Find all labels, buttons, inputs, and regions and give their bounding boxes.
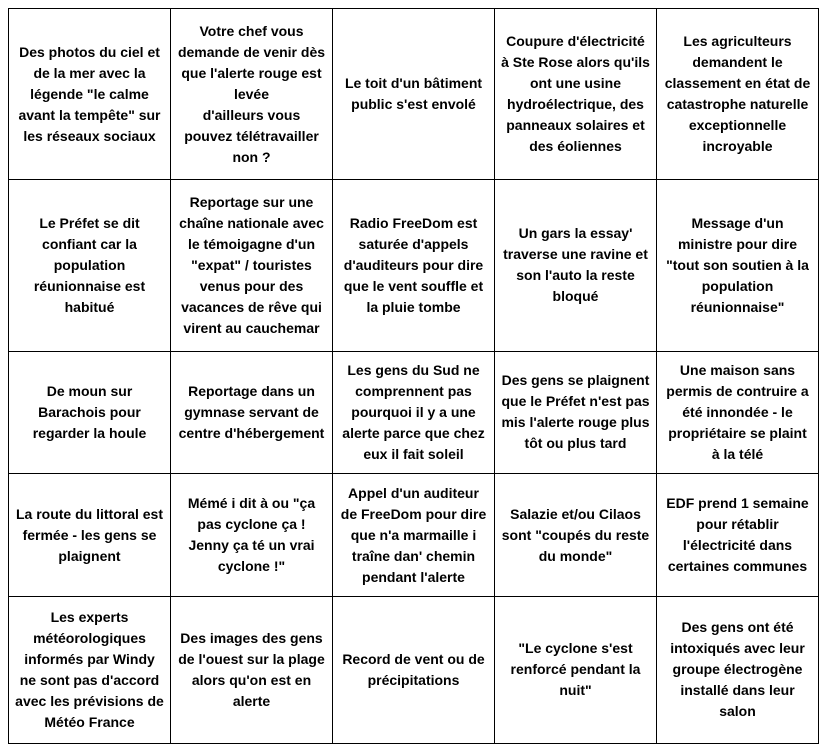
grid-cell: Votre chef vous demande de venir dès que l'alerte rouge est levée d'ailleurs vous pouvez télétravailler non ? <box>171 9 333 180</box>
grid-cell: Radio FreeDom est saturée d'appels d'auditeurs pour dire que le vent souffle et la pluie tombe <box>333 180 495 351</box>
grid-cell: Mémé i dit à ou "ça pas cyclone ça ! Jenny ça té un vrai cyclone !" <box>171 474 333 597</box>
grid-row <box>9 474 819 597</box>
grid-cell: EDF prend 1 semaine pour rétablir l'électricité dans certaines communes <box>657 474 819 597</box>
grid-cell: Reportage dans un gymnase servant de centre d'hébergement <box>171 351 333 474</box>
grid-cell: Les agriculteurs demandent le classement en état de catastrophe naturelle exceptionnelle incroyable <box>657 9 819 180</box>
grid-cell: Des photos du ciel et de la mer avec la légende "le calme avant la tempête" sur les réseaux sociaux <box>9 9 171 180</box>
grid-cell: Record de vent ou de précipitations <box>333 596 495 743</box>
grid-cell: La route du littoral est fermée - les gens se plaignent <box>9 474 171 597</box>
grid-cell: Coupure d'électricité à Ste Rose alors qu'ils ont une usine hydroélectrique, des panneaux solaires et des éoliennes <box>495 9 657 180</box>
grid-cell: Message d'un ministre pour dire "tout son soutien à la population réunionnaise" <box>657 180 819 351</box>
grid-cell: Des images des gens de l'ouest sur la plage alors qu'on est en alerte <box>171 596 333 743</box>
grid-cell: "Le cyclone s'est renforcé pendant la nuit" <box>495 596 657 743</box>
grid-row <box>9 351 819 474</box>
grid-cell: Des gens ont été intoxiqués avec leur groupe électrogène installé dans leur salon <box>657 596 819 743</box>
grid-row <box>9 596 819 743</box>
bingo-grid <box>8 8 819 744</box>
grid-cell: De moun sur Barachois pour regarder la houle <box>9 351 171 474</box>
grid-row <box>9 180 819 351</box>
grid-cell: Le Préfet se dit confiant car la population réunionnaise est habitué <box>9 180 171 351</box>
grid-cell: Le toit d'un bâtiment public s'est envolé <box>333 9 495 180</box>
grid-cell: Une maison sans permis de contruire a été innondée - le propriétaire se plaint à la télé <box>657 351 819 474</box>
grid-cell: Salazie et/ou Cilaos sont "coupés du reste du monde" <box>495 474 657 597</box>
grid-cell: Appel d'un auditeur de FreeDom pour dire que n'a marmaille i traîne dan' chemin pendant l'alerte <box>333 474 495 597</box>
grid-row <box>9 9 819 180</box>
grid-cell: Reportage sur une chaîne nationale avec le témoigagne d'un "expat" / touristes venus pour des vacances de rêve qui virent au cauchemar <box>171 180 333 351</box>
grid-cell: Un gars la essay' traverse une ravine et son l'auto la reste bloqué <box>495 180 657 351</box>
grid-cell: Les experts météorologiques informés par Windy ne sont pas d'accord avec les prévisions de Météo France <box>9 596 171 743</box>
grid-cell: Les gens du Sud ne comprennent pas pourquoi il y a une alerte parce que chez eux il fait soleil <box>333 351 495 474</box>
grid-cell: Des gens se plaignent que le Préfet n'est pas mis l'alerte rouge plus tôt ou plus tard <box>495 351 657 474</box>
